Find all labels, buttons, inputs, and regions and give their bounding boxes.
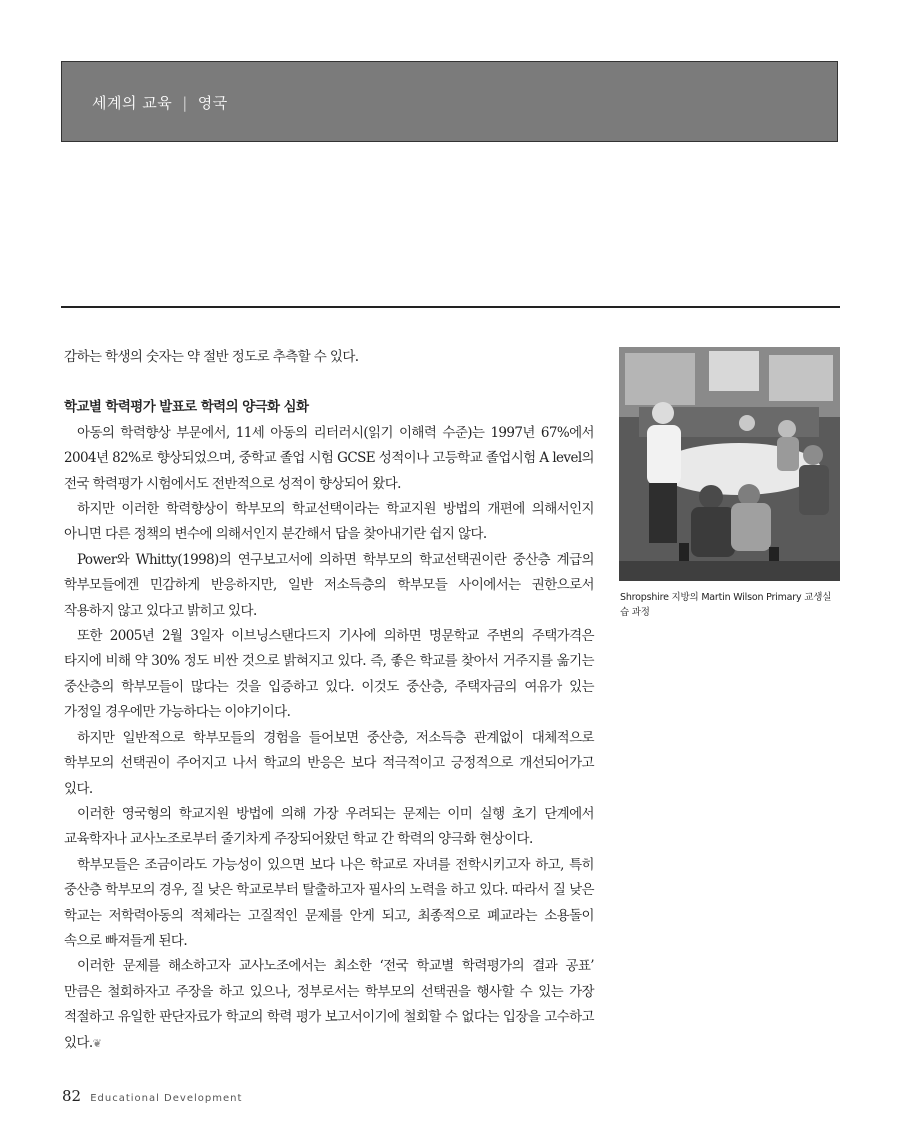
horizontal-rule (61, 306, 840, 308)
section-name: 세계의 교육 (92, 94, 173, 112)
classroom-photo-illustration (619, 347, 840, 581)
paragraph: 이러한 영국형의 학교지원 방법에 의해 가장 우려되는 문제는 이미 실행 초기 단계에서 교육학자나 교사노조로부터 줄기차게 주장되어왔던 학교 간 학력의 양극화 현상이다. (64, 805, 594, 848)
paragraph-last (64, 954, 594, 1056)
classroom-photo (619, 347, 840, 581)
paragraph-text: 이러한 문제를 해소하고자 교사노조에서는 최소한 ‘전국 학교별 학력평가의 결과 공표’ 만큼은 철회하자고 주장을 하고 있으나, 정부로서는 학부모의 선택권을 행사할 수 있는 가장 적절하고 유일한 판단자료가 학교의 학력 평가 보고서이기에 철회할 수 없다는 입장을 고수하고 있다. (64, 958, 594, 1051)
lead-sentence: 감하는 학생의 숫자는 약 절반 정도로 추측할 수 있다. (64, 349, 359, 365)
paragraph: 학부모들은 조금이라도 가능성이 있으면 보다 나은 학교로 자녀를 전학시키고자 하고, 특히 중산층 학부모의 경우, 질 낮은 학교로부터 탈출하고자 필사의 노력을 하고 있다. 따라서 질 낮은 학교는 저학력아동의 적체라는 고질적인 문제를 안게 되고, 최종적으로 폐교라는 소용돌이 속으로 빠져들게 된다. (64, 856, 594, 949)
paragraph: 하지만 이러한 학력향상이 학부모의 학교선택이라는 학교지원 방법의 개편에 의해서인지 아니면 다른 정책의 변수에 의해서인지 분간해서 답을 찾아내기란 쉽지 않다. (64, 501, 594, 543)
title-separator: | (182, 94, 188, 112)
page-footer (62, 1086, 242, 1105)
publication-name: Educational Development (90, 1093, 243, 1104)
paragraph: Power와 Whitty(1998)의 연구보고서에 의하면 학부모의 학교선택권이란 중산층 계급의 학부모들에겐 민감하게 반응하지만, 일반 저소득층의 학부모들 사이에서는 권한으로서 작용하지 않고 있다고 밝히고 있다. (64, 551, 594, 619)
section-header-band (61, 61, 838, 142)
leaf-icon: ❦ (92, 1036, 102, 1050)
paragraph: 아동의 학력향상 부문에서, 11세 아동의 리터러시(읽기 이해력 수준)는 1997년 67%에서 2004년 82%로 향상되었으며, 중학교 졸업 시험 GCSE 성적이나 고등학교 졸업시험 A level의 전국 학력평가 시험에서도 전반적으로 성적이 향상되어 왔다. (64, 424, 594, 492)
article-heading: 학교별 학력평가 발표로 학력의 양극화 심화 (64, 399, 309, 416)
paragraph: 또한 2005년 2월 3일자 이브닝스탠다드지 기사에 의하면 명문학교 주변의 주택가격은 타지에 비해 약 30% 정도 비싼 것으로 밝혀지고 있다. 즉, 좋은 학교를 찾아서 거주지를 옮기는 중산층의 학부모들이 많다는 것을 입증하고 있다. 이것도 중산층, 주택자금의 여유가 있는 가정일 경우에만 가능하다는 이야기이다. (64, 628, 594, 721)
paragraph: 하지만 일반적으로 학부모들의 경험을 들어보면 중산층, 저소득층 관계없이 대체적으로 학부모의 선택권이 주어지고 나서 학교의 반응은 보다 적극적이고 긍정적으로 개선되어가고 있다. (64, 729, 594, 797)
country-name: 영국 (197, 94, 228, 112)
article-body (64, 345, 594, 1056)
page-number: 82 (62, 1087, 82, 1105)
section-title (92, 92, 228, 113)
photo-caption: Shropshire 지방의 Martin Wilson Primary 교생실습 과정 (620, 592, 832, 618)
